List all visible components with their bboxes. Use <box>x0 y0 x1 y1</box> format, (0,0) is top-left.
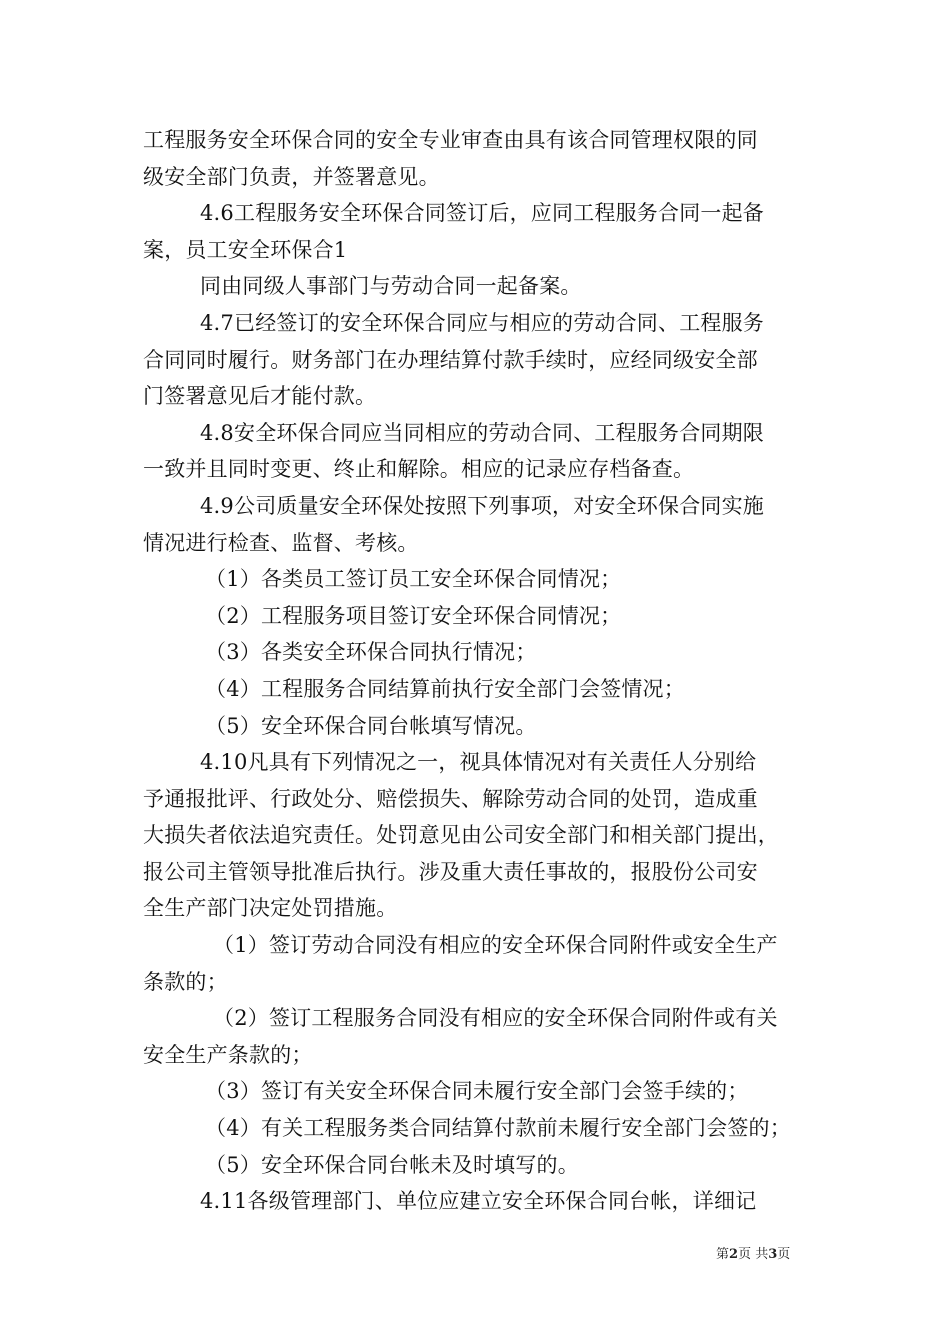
text-line: 4.10凡具有下列情况之一，视具体情况对有关责任人分别给 <box>200 750 757 775</box>
text-line: 条款的； <box>143 969 228 994</box>
text-line: 大损失者依法追究责任。处罚意见由公司安全部门和相关部门提出， <box>143 823 779 848</box>
text-line: 同由同级人事部门与劳动合同一起备案。 <box>200 274 582 299</box>
text-line: （3）各类安全环保合同执行情况； <box>205 640 537 665</box>
text-line: 级安全部门负责，并签署意见。 <box>143 164 440 189</box>
text-line: 门签署意见后才能付款。 <box>143 384 377 409</box>
text-line: （2）工程服务项目签订安全环保合同情况； <box>205 603 622 628</box>
text-line: 4.7已经签订的安全环保合同应与相应的劳动合同、工程服务 <box>200 310 764 335</box>
page-footer <box>716 1246 790 1264</box>
footer-suffix: 页 <box>777 1247 791 1262</box>
footer-prefix: 第 <box>716 1247 730 1262</box>
current-page-number: 2 <box>729 1247 739 1262</box>
text-line: 4.6工程服务安全环保合同签订后，应同工程服务合同一起备 <box>200 201 764 226</box>
text-line: 4.8安全环保合同应当同相应的劳动合同、工程服务合同期限 <box>200 420 764 445</box>
text-line: 案，员工安全环保合1 <box>143 237 348 262</box>
footer-middle: 页 共 <box>738 1247 769 1262</box>
text-line: （1）签订劳动合同没有相应的安全环保合同附件或安全生产 <box>213 933 778 958</box>
text-line: （2）签订工程服务合同没有相应的安全环保合同附件或有关 <box>213 1006 778 1031</box>
text-line: 安全生产条款的； <box>143 1042 313 1067</box>
text-line: （5）安全环保合同台帐未及时填写的。 <box>205 1152 579 1177</box>
text-line: 予通报批评、行政处分、赔偿损失、解除劳动合同的处罚，造成重 <box>143 786 758 811</box>
text-line: 合同同时履行。财务部门在办理结算付款手续时，应经同级安全部 <box>143 347 758 372</box>
text-line: （4）有关工程服务类合同结算付款前未履行安全部门会签的； <box>205 1116 791 1141</box>
text-line: 4.9公司质量安全环保处按照下列事项，对安全环保合同实施 <box>200 493 764 518</box>
text-line: 一致并且同时变更、终止和解除。相应的记录应存档备查。 <box>143 457 695 482</box>
document-body <box>143 122 808 1220</box>
text-line: 报公司主管领导批准后执行。涉及重大责任事故的，报股份公司安 <box>143 859 758 884</box>
text-line: 全生产部门决定处罚措施。 <box>143 896 398 921</box>
text-line: （1）各类员工签订员工安全环保合同情况； <box>205 567 622 592</box>
text-line: 情况进行检查、监督、考核。 <box>143 530 419 555</box>
total-page-count: 3 <box>768 1247 778 1262</box>
text-line: （4）工程服务合同结算前执行安全部门会签情况； <box>205 676 685 701</box>
text-line: 工程服务安全环保合同的安全专业审查由具有该合同管理权限的同 <box>143 128 758 152</box>
text-line: 4.11各级管理部门、单位应建立安全环保合同台帐，详细记 <box>200 1189 757 1214</box>
text-line: （5）安全环保合同台帐填写情况。 <box>205 713 537 738</box>
text-line: （3）签订有关安全环保合同未履行安全部门会签手续的； <box>205 1079 749 1104</box>
